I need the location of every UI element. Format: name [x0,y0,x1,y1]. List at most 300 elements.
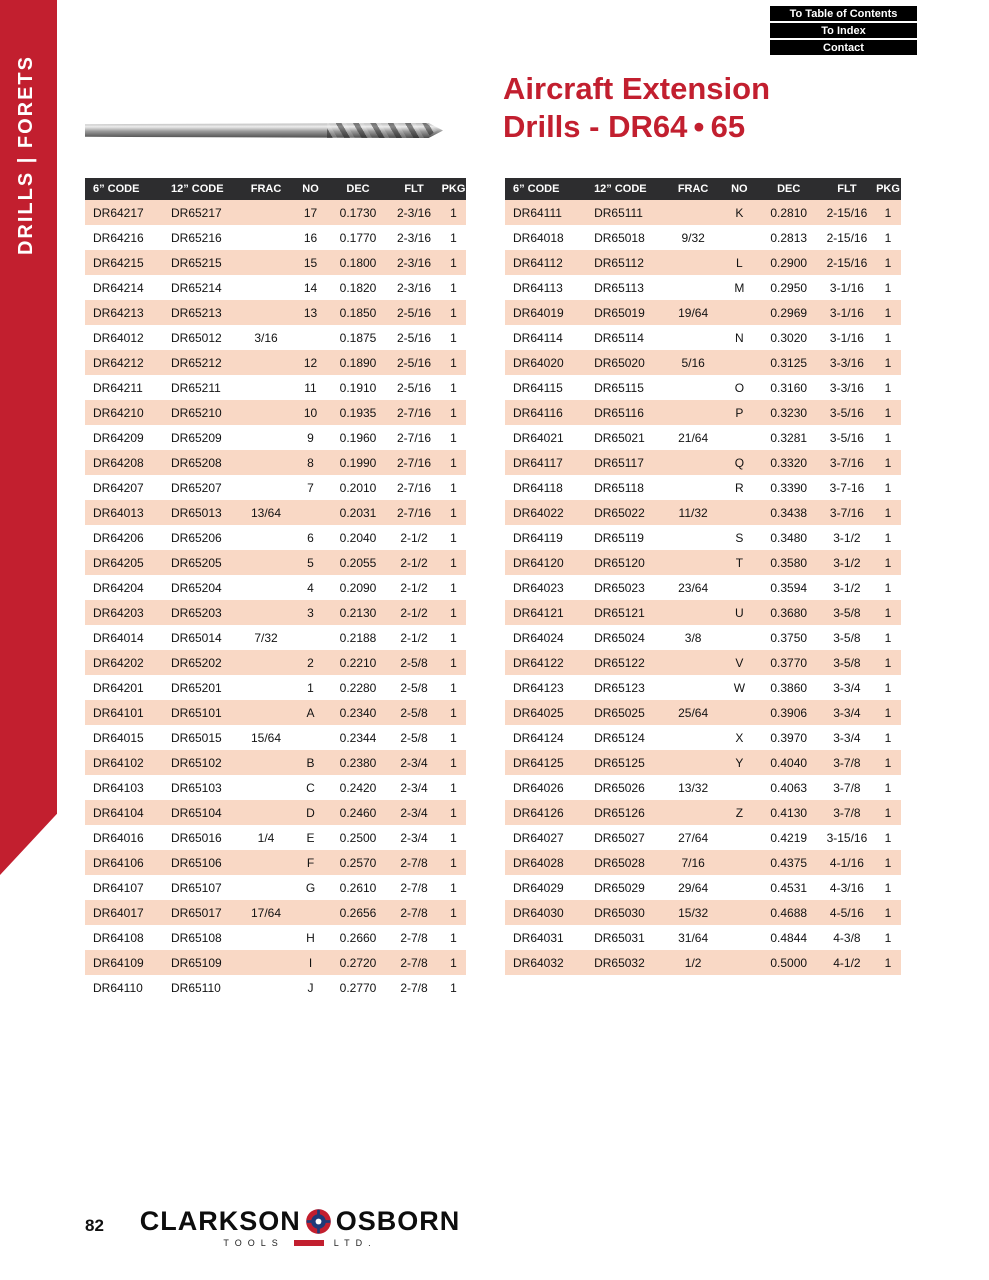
table-cell: 6 [307,530,314,545]
table-cell: 2-7/8 [400,855,428,870]
table-cell [240,775,292,800]
column-header: DEC [329,178,387,200]
table-cell: DR65032 [594,955,645,970]
table-cell: 0.2813 [770,230,808,245]
table-row [85,975,466,1000]
table-cell: DR65018 [594,230,645,245]
table-cell: 0.2660 [339,930,377,945]
table-row [85,900,466,925]
table-cell: DR64019 [513,305,564,320]
table-cell: 31/64 [678,930,709,945]
table-cell [666,450,720,475]
column-header: DEC [759,178,819,200]
table-cell: DR65119 [594,530,644,545]
table-cell: 1 [884,430,892,445]
table-cell: 0.2500 [339,830,377,845]
nav-button-group [770,6,917,55]
table-cell: 1 [884,755,892,770]
table-cell: DR64014 [93,630,144,645]
table-cell: 0.2810 [770,205,808,220]
table-row [505,825,901,850]
table-row [85,775,466,800]
table-cell [240,550,292,575]
table-cell: DR65213 [171,305,222,320]
table-cell: DR65017 [171,905,222,920]
table-cell: DR64120 [513,555,564,570]
table-cell: 2-1/2 [400,530,428,545]
table-cell: 1 [450,405,457,420]
table-cell: 2-7/8 [400,980,428,995]
brand-red-bar [294,1240,324,1246]
column-header: PKG [875,178,901,200]
table-cell: DR64031 [513,930,564,945]
table-cell: 3-1/2 [833,555,861,570]
table-cell: 2-5/16 [396,330,432,345]
table-cell: 1 [450,805,457,820]
table-cell: DR64206 [93,530,144,545]
table-cell: L [736,255,743,270]
table-cell [292,625,329,650]
table-cell: DR64208 [93,455,144,470]
table-cell: DR64021 [513,430,564,445]
table-cell [720,700,758,725]
table-row [85,500,466,525]
table-cell: 4 [307,580,314,595]
table-cell: 2-5/8 [400,705,428,720]
table-cell: 0.3480 [770,530,808,545]
table-cell: 2-5/8 [400,680,428,695]
table-cell [720,875,758,900]
table-cell [720,300,758,325]
table-cell [240,975,292,1000]
brand-logo [135,1206,465,1248]
table-cell: 1 [884,280,892,295]
table-cell: 0.2610 [339,880,377,895]
table-cell: DR64102 [93,755,144,770]
table-cell: 3-5/8 [833,630,861,645]
table-cell [240,600,292,625]
table-cell: 4-1/2 [833,955,861,970]
table-cell [720,575,758,600]
table-cell: 7 [307,480,314,495]
table-row [505,200,901,225]
table-cell: DR65104 [171,805,222,820]
table-cell: 1 [450,655,457,670]
table-cell [240,875,292,900]
table-cell: 11/32 [678,505,708,520]
table-cell: 2-15/16 [826,255,868,270]
table-cell: DR65209 [171,430,222,445]
table-cell: DR64018 [513,230,564,245]
table-row [85,650,466,675]
table-cell: 0.3680 [770,605,808,620]
table-cell: 0.2031 [339,505,377,520]
table-cell: 2-7/16 [396,455,432,470]
table-cell: 1 [450,205,457,220]
brand-sub-tools: TOOLS [223,1238,284,1248]
table-cell: DR65123 [594,680,645,695]
table-cell: 2-7/8 [400,955,428,970]
table-cell: DR65206 [171,530,222,545]
table-cell: 2-3/16 [396,230,432,245]
brand-clarkson: CLARKSON [139,1206,301,1236]
table-cell: 0.4063 [770,780,808,795]
table-cell: 0.3860 [770,680,808,695]
table-cell: DR64016 [93,830,144,845]
table-cell: 1 [450,230,457,245]
table-cell: DR64207 [93,480,144,495]
table-cell [720,225,758,250]
table-cell: DR65208 [171,455,222,470]
table-cell: DR64124 [513,730,564,745]
table-row [505,375,901,400]
table-cell: DR65029 [594,880,645,895]
table-cell: 1 [884,505,892,520]
table-cell: 1 [884,730,892,745]
table-cell: DR65106 [171,855,222,870]
table-cell: 0.2055 [339,555,377,570]
table-cell [720,900,758,925]
table-cell [240,200,292,225]
table-row [505,475,901,500]
table-cell: DR65024 [594,630,645,645]
table-cell: DR65114 [594,330,644,345]
table-cell: 3-3/4 [833,705,861,720]
table-cell: 1 [884,830,892,845]
table-cell: 13/32 [678,780,709,795]
table-cell: 16 [303,230,318,245]
table-cell: 7/32 [254,630,278,645]
table-cell: 0.2656 [339,905,377,920]
table-cell: 0.2280 [339,680,377,695]
table-row [85,375,466,400]
table-cell [240,450,292,475]
table-cell: 1 [884,580,892,595]
table-cell: 3-1/16 [829,305,864,320]
table-cell: DR64111 [513,205,562,220]
table-cell: DR65217 [171,205,222,220]
table-cell: 1 [450,705,457,720]
table-cell: R [735,480,744,495]
table-cell: D [306,805,315,820]
table-row [85,875,466,900]
table-cell: G [305,880,316,895]
table-cell: 4-3/8 [833,930,861,945]
table-cell: 1 [307,680,314,695]
table-cell: 1 [450,330,457,345]
table-cell: DR64025 [513,705,564,720]
gear-logo-icon [305,1208,332,1235]
table-cell: K [735,205,744,220]
table-cell [240,275,292,300]
table-cell: 3-7-16 [829,480,865,495]
table-cell: 2 [307,655,314,670]
table-cell: 3/16 [254,330,278,345]
table-cell: 2-3/16 [396,280,432,295]
table-cell [666,325,720,350]
column-header: FRAC [240,178,292,200]
page-title-line2: Drills - DR64 • 65 [503,109,746,144]
table-cell: DR65111 [594,205,643,220]
table-cell: DR64118 [513,480,563,495]
table-cell: 0.3020 [770,330,808,345]
table-row [505,950,901,975]
table-cell: DR64110 [93,980,143,995]
table-cell: DR64012 [93,330,144,345]
table-cell [666,800,720,825]
table-cell: 1 [884,355,892,370]
table-cell: 5/16 [681,355,705,370]
table-row [85,600,466,625]
table-cell: 0.1800 [339,255,377,270]
to-table-of-contents-button[interactable]: To Table of Contents [770,6,917,21]
table-cell: DR64113 [513,280,563,295]
table-cell: DR65031 [594,930,645,945]
table-row [85,425,466,450]
table-cell: DR65118 [594,480,644,495]
table-cell: DR64123 [513,680,564,695]
table-cell: 3-7/8 [833,805,861,820]
table-cell: 3-3/16 [829,355,864,370]
table-cell [240,525,292,550]
table-cell: DR64117 [513,455,563,470]
column-header: 6” CODE [85,178,163,200]
table-cell: DR65202 [171,655,222,670]
table-cell: 0.2210 [339,655,377,670]
brand-subtitle [135,1238,465,1248]
table-cell: 1 [450,680,457,695]
table-row [505,925,901,950]
table-cell: DR65101 [171,705,222,720]
table-cell [666,400,720,425]
table-cell: DR64103 [93,780,144,795]
table-cell: 1 [884,655,892,670]
table-cell: 17/64 [250,905,282,920]
table-cell [720,850,758,875]
table-cell: 1 [450,455,457,470]
table-row [505,525,901,550]
table-row [85,400,466,425]
table-cell: DR65030 [594,905,645,920]
drill-bit-image [85,75,447,155]
table-cell: 2-5/16 [396,305,432,320]
table-row [85,225,466,250]
table-cell: B [306,755,315,770]
table-cell: 1 [450,880,457,895]
table-cell: DR65012 [171,330,222,345]
table-cell: 1 [450,380,457,395]
table-cell: DR65210 [171,405,222,420]
table-cell: DR64101 [93,705,144,720]
table-cell [720,500,758,525]
table-row [505,500,901,525]
table-row [85,800,466,825]
page-title-line1: Aircraft Extension [503,71,771,106]
table-cell: 3-3/4 [833,680,861,695]
table-cell: DR65117 [594,455,644,470]
table-cell [292,500,329,525]
to-index-button[interactable]: To Index [770,23,917,38]
table-cell: 1 [884,855,892,870]
table-cell: DR65021 [594,430,645,445]
table-cell [292,725,329,750]
table-cell: V [735,655,744,670]
table-row [505,650,901,675]
table-cell: J [307,980,314,995]
table-cell: DR64022 [513,505,564,520]
table-cell: 1 [450,255,457,270]
table-cell: 1 [884,305,892,320]
table-cell: 2-7/16 [396,480,432,495]
column-header: 12” CODE [163,178,240,200]
table-row [85,925,466,950]
table-cell: DR65207 [171,480,222,495]
page-title [503,70,770,146]
table-cell [240,750,292,775]
table-row [85,250,466,275]
table-row [85,325,466,350]
table-cell: 12 [303,355,318,370]
table-cell [240,950,292,975]
table-cell: 2-3/16 [396,205,432,220]
table-cell [666,375,720,400]
table-row [85,450,466,475]
table-cell: 2-5/8 [400,730,428,745]
drill-table-left [85,178,466,1000]
table-cell: 0.1875 [339,330,377,345]
table-row [505,425,901,450]
table-cell: 0.1770 [339,230,377,245]
table-cell [666,675,720,700]
table-cell: DR64115 [513,380,563,395]
table-cell: 3-1/2 [833,530,861,545]
table-cell [240,350,292,375]
table-cell: DR64204 [93,580,144,595]
table-cell: DR64030 [513,905,564,920]
column-header: FLT [387,178,441,200]
table-cell: DR64114 [513,330,563,345]
table-cell: 0.1960 [339,430,377,445]
table-cell: DR65214 [171,280,222,295]
table-cell: 0.3594 [770,580,808,595]
contact-button[interactable]: Contact [770,40,917,55]
table-cell: 14 [303,280,318,295]
table-cell: 2-5/16 [396,380,432,395]
table-cell: 0.1820 [339,280,377,295]
table-cell: 1 [884,805,892,820]
table-cell: 2-3/16 [396,255,432,270]
drill-table-right [505,178,901,975]
table-cell: F [306,855,315,870]
table-cell: 1 [450,530,457,545]
table-cell: 0.2770 [339,980,377,995]
table-cell: DR65121 [594,605,645,620]
table-cell: 1 [884,405,892,420]
table-cell: 1 [450,305,457,320]
table-cell: 0.1850 [339,305,377,320]
table-cell: DR65126 [594,805,645,820]
drill-bit-flutes [327,123,437,138]
table-row [505,725,901,750]
table-cell [666,750,720,775]
table-cell: 2-5/16 [396,355,432,370]
column-header: FLT [819,178,875,200]
sidebar-section-label: DRILLS | FORETS [15,55,37,256]
table-cell: 0.3438 [770,505,808,520]
table-cell: DR65110 [171,980,221,995]
table-cell: 0.3390 [770,480,808,495]
table-row [85,725,466,750]
table-row [85,550,466,575]
table-row [85,950,466,975]
table-cell: DR65124 [594,730,645,745]
table-cell: DR65102 [171,755,222,770]
table-cell: DR64125 [513,755,564,770]
table-cell: 0.4375 [770,855,808,870]
table-cell: DR64119 [513,530,563,545]
table-cell [666,275,720,300]
table-cell: DR65201 [171,680,222,695]
table-cell: 1 [450,755,457,770]
table-cell: 2-1/2 [400,555,428,570]
table-cell: 1 [884,230,892,245]
table-cell: 1 [450,955,457,970]
table-cell: DR64112 [513,255,563,270]
table-cell: 2-7/8 [400,930,428,945]
table-cell [666,650,720,675]
table-cell [240,300,292,325]
table-cell: 0.3160 [770,380,808,395]
table-cell: 2-3/4 [400,805,428,820]
table-cell: 3/8 [684,630,702,645]
table-cell: 1 [884,380,892,395]
table-cell: DR64104 [93,805,144,820]
table-cell: 2-1/2 [400,580,428,595]
table-cell: 21/64 [678,430,709,445]
table-cell: 25/64 [678,705,709,720]
table-cell: 0.1890 [339,355,377,370]
table-cell: DR64109 [93,955,144,970]
table-cell [720,775,758,800]
table-cell: 2-3/4 [400,830,428,845]
table-cell: 10 [303,405,318,420]
table-cell: 4-3/16 [829,880,864,895]
table-cell: DR65115 [594,380,644,395]
table-cell: DR64108 [93,930,144,945]
table-cell: 11 [304,380,317,395]
table-cell: 1 [450,780,457,795]
table-cell: 3-5/8 [833,655,861,670]
table-cell [292,900,329,925]
table-cell: DR64121 [513,605,564,620]
table-cell: 3-7/8 [833,755,861,770]
table-cell: DR65108 [171,930,222,945]
table-cell: DR64210 [93,405,144,420]
table-cell: 2-15/16 [826,205,868,220]
column-header: PKG [441,178,466,200]
table-cell [240,575,292,600]
table-cell: DR65203 [171,605,222,620]
table-cell: 0.4531 [770,880,808,895]
column-header: FRAC [666,178,720,200]
table-cell: 0.3125 [770,355,808,370]
table-cell: 0.3230 [770,405,808,420]
table-cell: 1 [884,605,892,620]
table-cell: 1 [450,630,457,645]
table-cell: 0.3750 [770,630,808,645]
table-cell: DR65023 [594,580,645,595]
table-cell: O [734,380,745,395]
